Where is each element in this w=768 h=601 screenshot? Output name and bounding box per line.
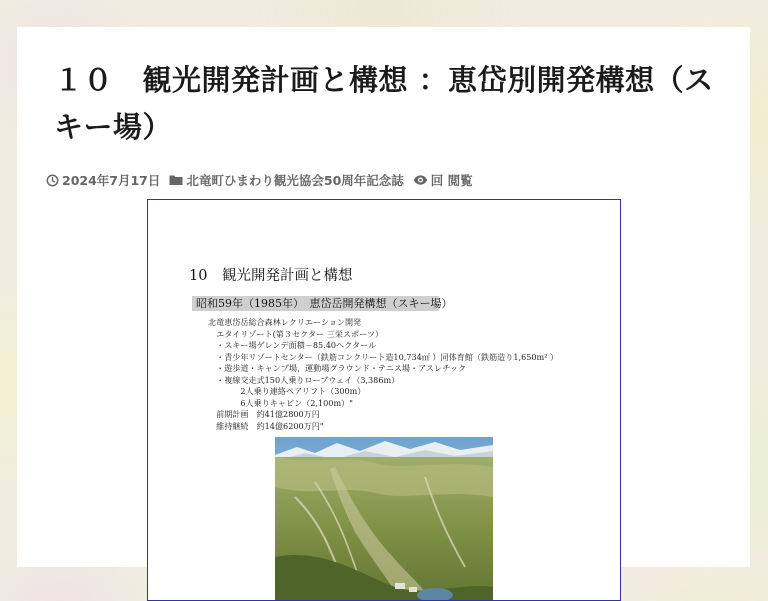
post-category-link[interactable]: 北竜町ひまわり観光協会50周年記念誌 bbox=[186, 173, 404, 188]
clock-icon bbox=[46, 174, 59, 187]
document-line: 2人乗り連絡ペアリフト（300m） bbox=[208, 386, 366, 396]
document-line: ・複線交走式150人乗りロープウェイ（3,386m） bbox=[208, 374, 400, 385]
post-meta bbox=[46, 171, 482, 189]
document-line: エタイリゾート(第３セクター 三栄スポーツ） bbox=[208, 328, 384, 339]
post-views bbox=[413, 171, 473, 189]
document-image bbox=[147, 199, 621, 601]
post-category[interactable] bbox=[169, 171, 403, 189]
post-date-text: 2024年7月17日 bbox=[62, 173, 161, 188]
document-line: 6人乗りキャビン（2,100m）" bbox=[208, 397, 353, 408]
post-card bbox=[17, 27, 750, 567]
post-title: １０ 観光開発計画と構想 ：恵岱別開発構想（スキー場） bbox=[54, 63, 714, 144]
document-line: ・青少年リゾートセンター（鉄筋コンクリート造10,734㎡ ）同体育館（鉄筋造り1,650m² ） bbox=[208, 351, 559, 362]
document-line: 維持継続 約14億6200万円" bbox=[208, 420, 324, 431]
eye-icon bbox=[413, 174, 428, 186]
folder-icon bbox=[169, 174, 183, 186]
document-line: ・遊歩道・キャンプ場，運動場グラウンド・テニス場・アスレチック bbox=[208, 363, 467, 373]
post-date[interactable] bbox=[46, 171, 160, 189]
document-line: 北竜恵岱岳総合森林レクリエーション開発 bbox=[208, 317, 362, 327]
document-lines bbox=[208, 317, 558, 432]
document-line: ・スキー場ゲレンデ面積－85.40ヘクタール bbox=[208, 340, 377, 350]
document-line: 前期計画 約41億2800万円 bbox=[208, 409, 320, 419]
document-heading: 10 観光開発計画と構想 bbox=[189, 268, 353, 284]
document-band: 昭和59年（1985年） 恵岱岳開発構想（スキー場） bbox=[192, 296, 439, 311]
post-views-text: 回 閲覧 bbox=[430, 173, 473, 188]
ski-resort-painting bbox=[275, 437, 493, 601]
